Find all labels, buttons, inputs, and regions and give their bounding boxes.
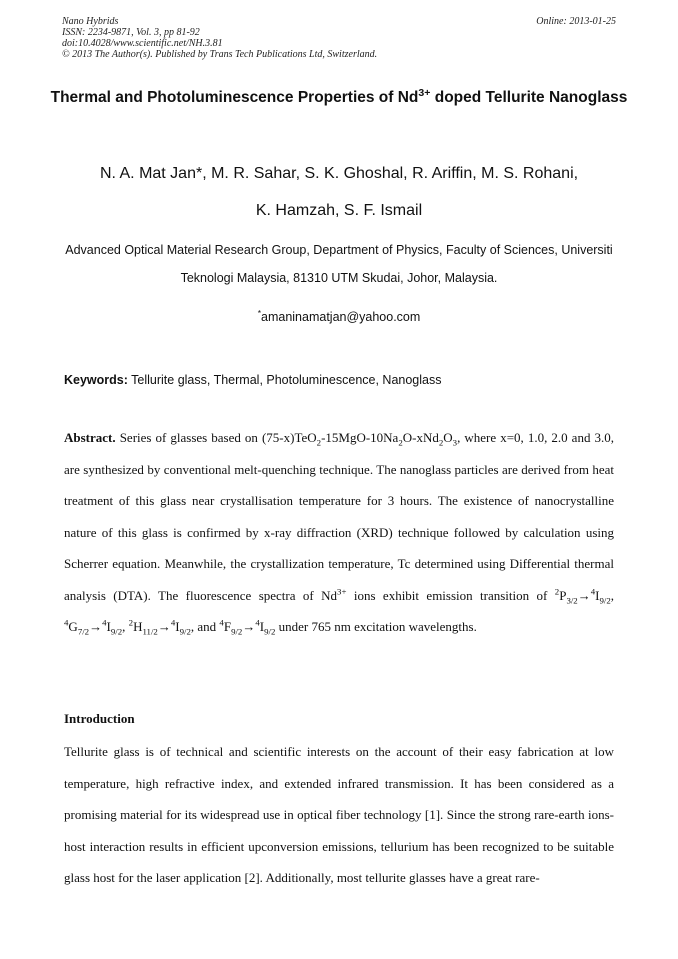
abstract-text: ions exhibit emission transition of xyxy=(346,587,555,603)
abstract-text: under 765 nm excitation wavelengths. xyxy=(275,619,477,634)
superscript: 4 xyxy=(255,617,260,628)
keywords xyxy=(64,370,616,390)
keywords-text: Tellurite glass, Thermal, Photoluminescence, Nanoglass xyxy=(127,373,442,387)
arrow-glyph: → xyxy=(577,587,591,603)
abstract-text: , where x=0, 1.0, 2.0 and 3.0, are synthesized by conventional melt-quenching technique. The nanoglass particles are derived from heat treatment of this glass near crystallisation temperature for 3 hours. The existence of nanocrystalline nature of this glass is confirmed by x-ray diffraction (XRD) technique followed by calculation using Scherrer equation. Meanwhile, the crystallization temperature, Tc determined using Differential thermal analysis (DTA). The fluorescence spectra of Nd xyxy=(64,430,614,603)
affiliation: Advanced Optical Material Research Group, Department of Physics, Faculty of Sciences, Universiti Teknologi Malaysia, 81310 UTM Skudai, Johor, Malaysia. xyxy=(65,243,613,285)
superscript: 4 xyxy=(64,617,69,628)
subscript: 2 xyxy=(398,437,403,448)
abstract-text: , xyxy=(610,587,615,603)
online-date: Online: 2013-01-25 xyxy=(536,16,616,27)
arrow-glyph: → xyxy=(89,619,103,634)
superscript: 3+ xyxy=(337,586,347,597)
term-symbol: H xyxy=(133,619,143,634)
email-asterisk: * xyxy=(257,307,261,318)
title-superscript: 3+ xyxy=(418,86,431,99)
copyright-line: © 2013 The Author(s). Published by Trans Tech Publications Ltd, Switzerland. xyxy=(62,49,378,60)
abstract-text: Series of glasses based on (75-x)TeO xyxy=(115,430,317,445)
author-list xyxy=(40,155,638,229)
term-symbol: F xyxy=(223,619,232,634)
abstract-text: , xyxy=(122,619,129,634)
superscript: 4 xyxy=(170,617,176,628)
abstract-text: -15MgO-10Na xyxy=(321,430,399,445)
title-text-2: doped Tellurite Nanoglass xyxy=(430,89,628,106)
subscript: 9/2 xyxy=(110,626,123,637)
superscript: 4 xyxy=(590,586,596,597)
subscript: 3/2 xyxy=(566,595,578,606)
abstract-text: O xyxy=(443,430,453,445)
superscript: 2 xyxy=(128,617,134,628)
subscript: 7/2 xyxy=(77,626,90,637)
authors-line-2: K. Hamzah, S. F. Ismail xyxy=(255,202,423,219)
superscript: 4 xyxy=(219,617,224,628)
superscript: 2 xyxy=(554,586,560,597)
term-symbol: G xyxy=(68,619,78,634)
email-address[interactable]: amaninamatjan@yahoo.com xyxy=(261,310,421,324)
keywords-label: Keywords: xyxy=(64,373,128,387)
abstract-label: Abstract. xyxy=(64,430,116,445)
subscript: 2 xyxy=(316,437,322,448)
term-symbol: I xyxy=(259,619,265,634)
subscript: 2 xyxy=(438,437,444,448)
paper-title xyxy=(40,81,638,115)
subscript: 9/2 xyxy=(264,626,276,637)
subscript: 9/2 xyxy=(231,626,243,637)
term-symbol: I xyxy=(106,619,111,634)
corresponding-email xyxy=(40,307,638,327)
subscript: 3 xyxy=(452,437,458,448)
subscript: 9/2 xyxy=(599,595,611,606)
section-heading-introduction: Introduction xyxy=(64,711,135,726)
authors-line-1: N. A. Mat Jan*, M. R. Sahar, S. K. Ghoshal, R. Ariffin, M. S. Rohani, xyxy=(99,165,579,182)
term-symbol: I xyxy=(595,587,600,603)
journal-name: Nano Hybrids xyxy=(62,16,119,27)
term-symbol: I xyxy=(175,619,180,634)
subscript: 9/2 xyxy=(179,626,191,637)
abstract-text: , and xyxy=(190,619,220,634)
arrow-glyph: → xyxy=(242,619,256,634)
abstract-paragraph xyxy=(64,422,614,643)
doi-line[interactable]: doi:10.4028/www.scientific.net/NH.3.81 xyxy=(62,38,223,49)
subscript: 11/2 xyxy=(142,626,158,637)
superscript: 4 xyxy=(102,617,107,628)
title-text-1: Thermal and Photoluminescence Properties of Nd xyxy=(50,89,419,106)
term-symbol: P xyxy=(559,587,567,603)
abstract-text: O-xNd xyxy=(402,430,439,445)
introduction-paragraph: Tellurite glass is of technical and scientific interests on the account of their easy fabrication at low temperature, high refractive index, and extended infrared transmission. It has been considered as a promising material for its widespread use in optical fiber technology [1]. Since the strong rare-earth ions-host interaction results in efficient upconversion emissions, tellurium has been recognized to be suitable glass host for the laser application [2]. Additionally, most tellurite glasses have a great rare- xyxy=(64,744,614,885)
journal-header xyxy=(62,16,502,60)
arrow-glyph: → xyxy=(157,619,171,634)
issn-line: ISSN: 2234-9871, Vol. 3, pp 81-92 xyxy=(62,27,200,38)
